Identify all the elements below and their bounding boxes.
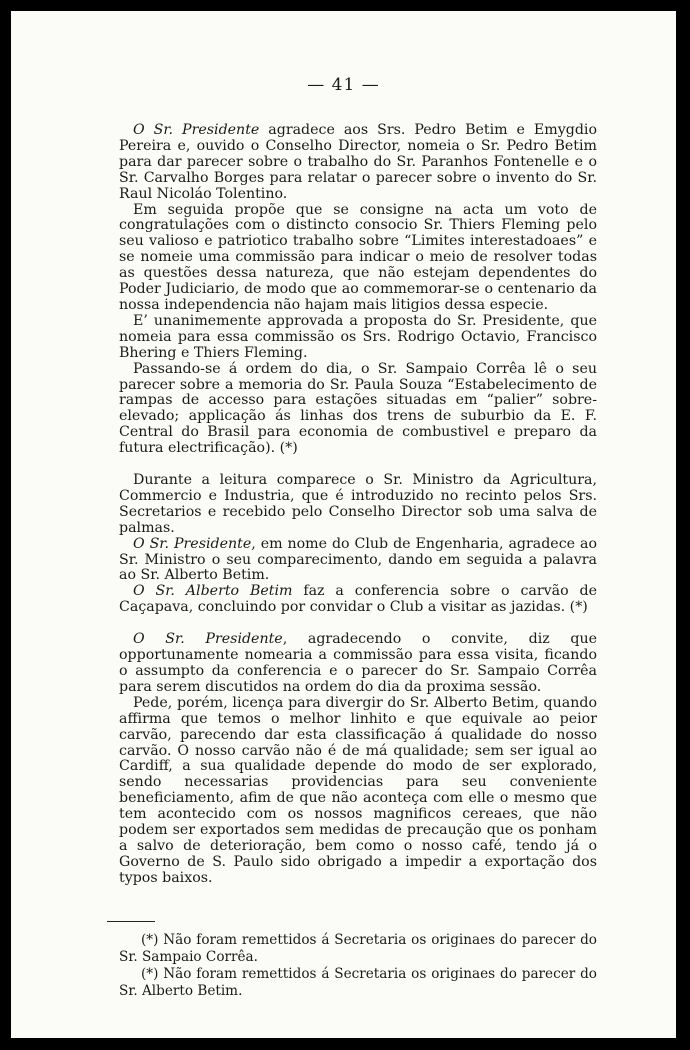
footnote: (*) Não foram remettidos á Secretaria os originaes do parecer do Sr. Sampaio Corrêa. (119, 932, 597, 965)
document-page (11, 11, 676, 1038)
paragraph: Pede, porém, licença para divergir do Sr. Alberto Betim, quando affirma que temos o melhor linhito e que equivale ao peior carvão, parecendo dar esta classificação á qualidade do nosso carvão. O nosso carvão não é de má qualidade; sem ser igual ao Cardiff, a sua qualidade depende do modo de ser explorado, sendo necessarias providencias para seu conveniente beneficiamento, afim de que não aconteça com elle o mesmo que tem acontecido com os nossos magnificos cereaes, que não podem ser exportados sem medidas de precaução que os ponham a salvo de deterioração, bem como o nosso café, tendo já o Governo de S. Paulo sido obrigado a impedir a exportação dos typos baixos. (119, 694, 597, 886)
paragraph: Em seguida propõe que se consigne na acta um voto de congratulações com o distincto consocio Sr. Thiers Fleming pelo seu valioso e patriotico trabalho sobre “Limites interestadoaes” e se nomeie uma commissão para indicar o meio de resolver todas as questões dessa natureza, que não estejam dependentes do Poder Judiciario, de modo que ao commemorar-se o centenario da nossa independencia não hajam mais litigios dessa especie. (119, 201, 597, 313)
paragraph: O Sr. Presidente agradece aos Srs. Pedro Betim e Emygdio Pereira e, ouvido o Conselho Director, nomeia o Sr. Pedro Betim para dar parecer sobre o trabalho do Sr. Paranhos Fontenelle e o Sr. Carvalho Borges para relatar o parecer sobre o invento do Sr. Raul Nicoláo Tolentino. (119, 122, 597, 202)
paragraph: O Sr. Alberto Betim faz a conferencia sobre o carvão de Caçapava, concluindo por convidar o Club a visitar as jazidas. (*) (119, 583, 598, 616)
footnote-divider (107, 921, 155, 922)
paragraph: O Sr. Presidente, agradecendo o convite, diz que opportunamente nomearia a commissão para essa visita, ficando o assumpto da conferencia e o parecer do Sr. Sampaio Corrêa para serem discutidos na ordem do dia da proxima sessão. (119, 631, 597, 695)
paragraph: Passando-se á ordem do dia, o Sr. Sampaio Corrêa lê o seu parecer sobre a memoria do Sr. Paula Souza “Estabelecimento de rampas de accesso para estações situadas em “palier” sobre-elevado; applicação ás linhas dos trens de suburbio da E. F. Central do Brasil para economia de combustivel e preparo da futura electrificação). (*) (119, 360, 597, 457)
page-number: — 41 — (307, 75, 380, 95)
paragraph: E’ unanimemente approvada a proposta do Sr. Presidente, que nomeia para essa commissão os Srs. Rodrigo Octavio, Francisco Bhering e Thiers Fleming. (119, 312, 597, 361)
footnote: (*) Não foram remettidos á Secretaria os originaes do parecer do Sr. Alberto Betim. (119, 966, 597, 999)
speaker-name: O Sr. Presidente (133, 631, 283, 648)
body-text (119, 123, 597, 887)
footnotes (119, 932, 597, 1000)
paragraph: Durante a leitura comparece o Sr. Ministro da Agricultura, Commercio e Industria, que é introduzido no recinto pelos Srs. Secretarios e recebido pelo Conselho Director sob uma salva de palmas. (119, 472, 597, 536)
paragraph: O Sr. Presidente, em nome do Club de Engenharia, agradece ao Sr. Ministro o seu comparecimento, dando em seguida a palavra ao Sr. Alberto Betim. (119, 535, 597, 584)
speaker-name: O Sr. Presidente (133, 535, 252, 552)
speaker-name: O Sr. Presidente (133, 122, 260, 138)
speaker-name: O Sr. Alberto Betim (133, 583, 293, 600)
